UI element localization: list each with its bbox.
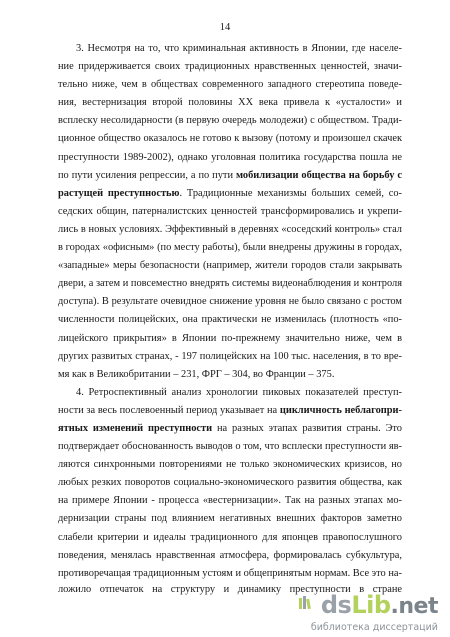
text-line: [58, 420, 402, 438]
text-line: [58, 94, 402, 112]
text-line: [58, 438, 402, 456]
text-line: [58, 221, 402, 239]
watermark-logo: [321, 591, 438, 619]
text-line: [58, 257, 402, 275]
bold-phrase: растущей преступностью: [58, 187, 180, 199]
text-run: всплеску несолидарности (в первую очередь молодежи) с обществом. Тради-: [58, 115, 402, 127]
bold-phrase: цикличность неблагопри-: [279, 404, 402, 416]
text-run: 4. Ретроспективный анализ хронологии пиковых показателей преступ-: [76, 386, 402, 398]
text-run: мя как в Великобритании – 231, ФРГ – 304, во Франции – 375.: [58, 368, 335, 380]
text-line: [58, 149, 402, 167]
text-run: тельно ниже, чем в обществах современного западного стереотипа поведе-: [58, 79, 402, 91]
text-line: [58, 203, 402, 221]
text-line: [58, 76, 402, 94]
text-line: [58, 58, 402, 76]
text-run: . Традиционные механизмы больших семей, со-: [179, 187, 402, 199]
text-run: ционное общество оказалось не готово к вызову (потому и произошел скачек: [58, 133, 402, 145]
bold-phrase: ятных изменений преступности: [58, 422, 213, 434]
text-run: поведения, менялась нравственная атмосфера, формировалась субкультура,: [58, 549, 402, 561]
text-run: ния, вестернизация второй половины XX века привела к «усталости» и: [58, 97, 402, 109]
text-line: [58, 384, 402, 402]
bold-phrase: мобилизации общества на борьбу с: [235, 169, 402, 181]
text-run: в городах «офисным» (по месту работы), были внедрены дружины в городах,: [58, 242, 402, 254]
text-run: ложило отпечаток на структуру и динамику преступности в стране: [58, 583, 402, 595]
logo-lib: Lib: [351, 591, 391, 619]
text-line: [58, 366, 402, 384]
document-body: [58, 40, 402, 595]
text-line: [58, 474, 402, 492]
logo-ds: ds: [320, 591, 352, 619]
text-run: двери, а затем и повсеместно внедрять системы видеонаблюдения и контроля: [58, 278, 402, 290]
text-run: противоречащая традиционным устоям и общепринятым нормам. Все это на-: [58, 567, 402, 579]
watermark-caption: библиотека диссертаций: [310, 622, 438, 633]
text-run: «западные» меры безопасности (например, жители городов стали закрывать: [58, 260, 402, 272]
text-run: на примере Японии - процесса «вестернизации». Так на разных этапах мо-: [58, 495, 402, 507]
text-line: [58, 547, 402, 565]
text-run: ние придерживается своих традиционных нравственных ценностей, значи-: [58, 61, 402, 73]
text-line: [58, 456, 402, 474]
text-line: [58, 311, 402, 329]
text-run: на разных этапах развития страны. Это: [212, 422, 402, 434]
text-run: седских общин, патерналистских ценностей трансформировались и укрепи-: [58, 205, 402, 217]
text-line: [58, 348, 402, 366]
text-run: любых резких поворотов социально-экономического развития общества, как: [58, 477, 402, 489]
text-run: по пути усиления репрессии, а по пути: [58, 169, 236, 181]
text-run: подтверждает обоснованность выводов о том, что всплески преступности яв-: [58, 441, 402, 453]
text-line: [58, 112, 402, 130]
text-line: [58, 330, 402, 348]
text-run: ности за весь послевоенный период указывает на: [58, 404, 280, 416]
text-line: [58, 529, 402, 547]
text-line: [58, 167, 402, 185]
text-run: лицейского прикрытия» в Японии по-прежнему значительно ниже, чем в: [58, 332, 402, 344]
logo-net: .net: [390, 594, 438, 619]
text-run: численности полицейских, она практически не изменилась (плотность «по-: [58, 314, 402, 326]
page-number: 14: [219, 22, 231, 33]
text-line: [58, 510, 402, 528]
text-line: [58, 130, 402, 148]
text-run: доступа). В результате очевидное снижение уровня не было связано с ростом: [58, 296, 402, 308]
text-run: других развитых странах, - 197 полицейских на 100 тыс. населения, в то вре-: [58, 350, 402, 362]
text-run: ляются синхронными повторениями не только экономических кризисов, но: [58, 459, 402, 471]
text-line: [58, 239, 402, 257]
books-icon: [298, 595, 314, 611]
text-line: [58, 293, 402, 311]
dslib-watermark: [294, 589, 442, 633]
text-line: [58, 185, 402, 203]
text-run: преступности 1989-2002), однако уголовная политика государства пошла не: [58, 151, 402, 163]
text-line: [58, 275, 402, 293]
text-line: [58, 402, 402, 420]
text-line: [58, 492, 402, 510]
text-run: 3. Несмотря на то, что криминальная активность в Японии, где населе-: [76, 43, 402, 54]
text-run: лись в новых условиях. Эффективный в деревнях «соседский контроль» стал: [58, 223, 402, 235]
text-run: слабели критерии и идеалы традиционного для японцев правопослушного: [58, 531, 402, 543]
text-line: [58, 40, 402, 58]
text-line: [58, 565, 402, 583]
text-run: дернизации страны под влиянием негативных внешних факторов заметно: [58, 513, 402, 525]
